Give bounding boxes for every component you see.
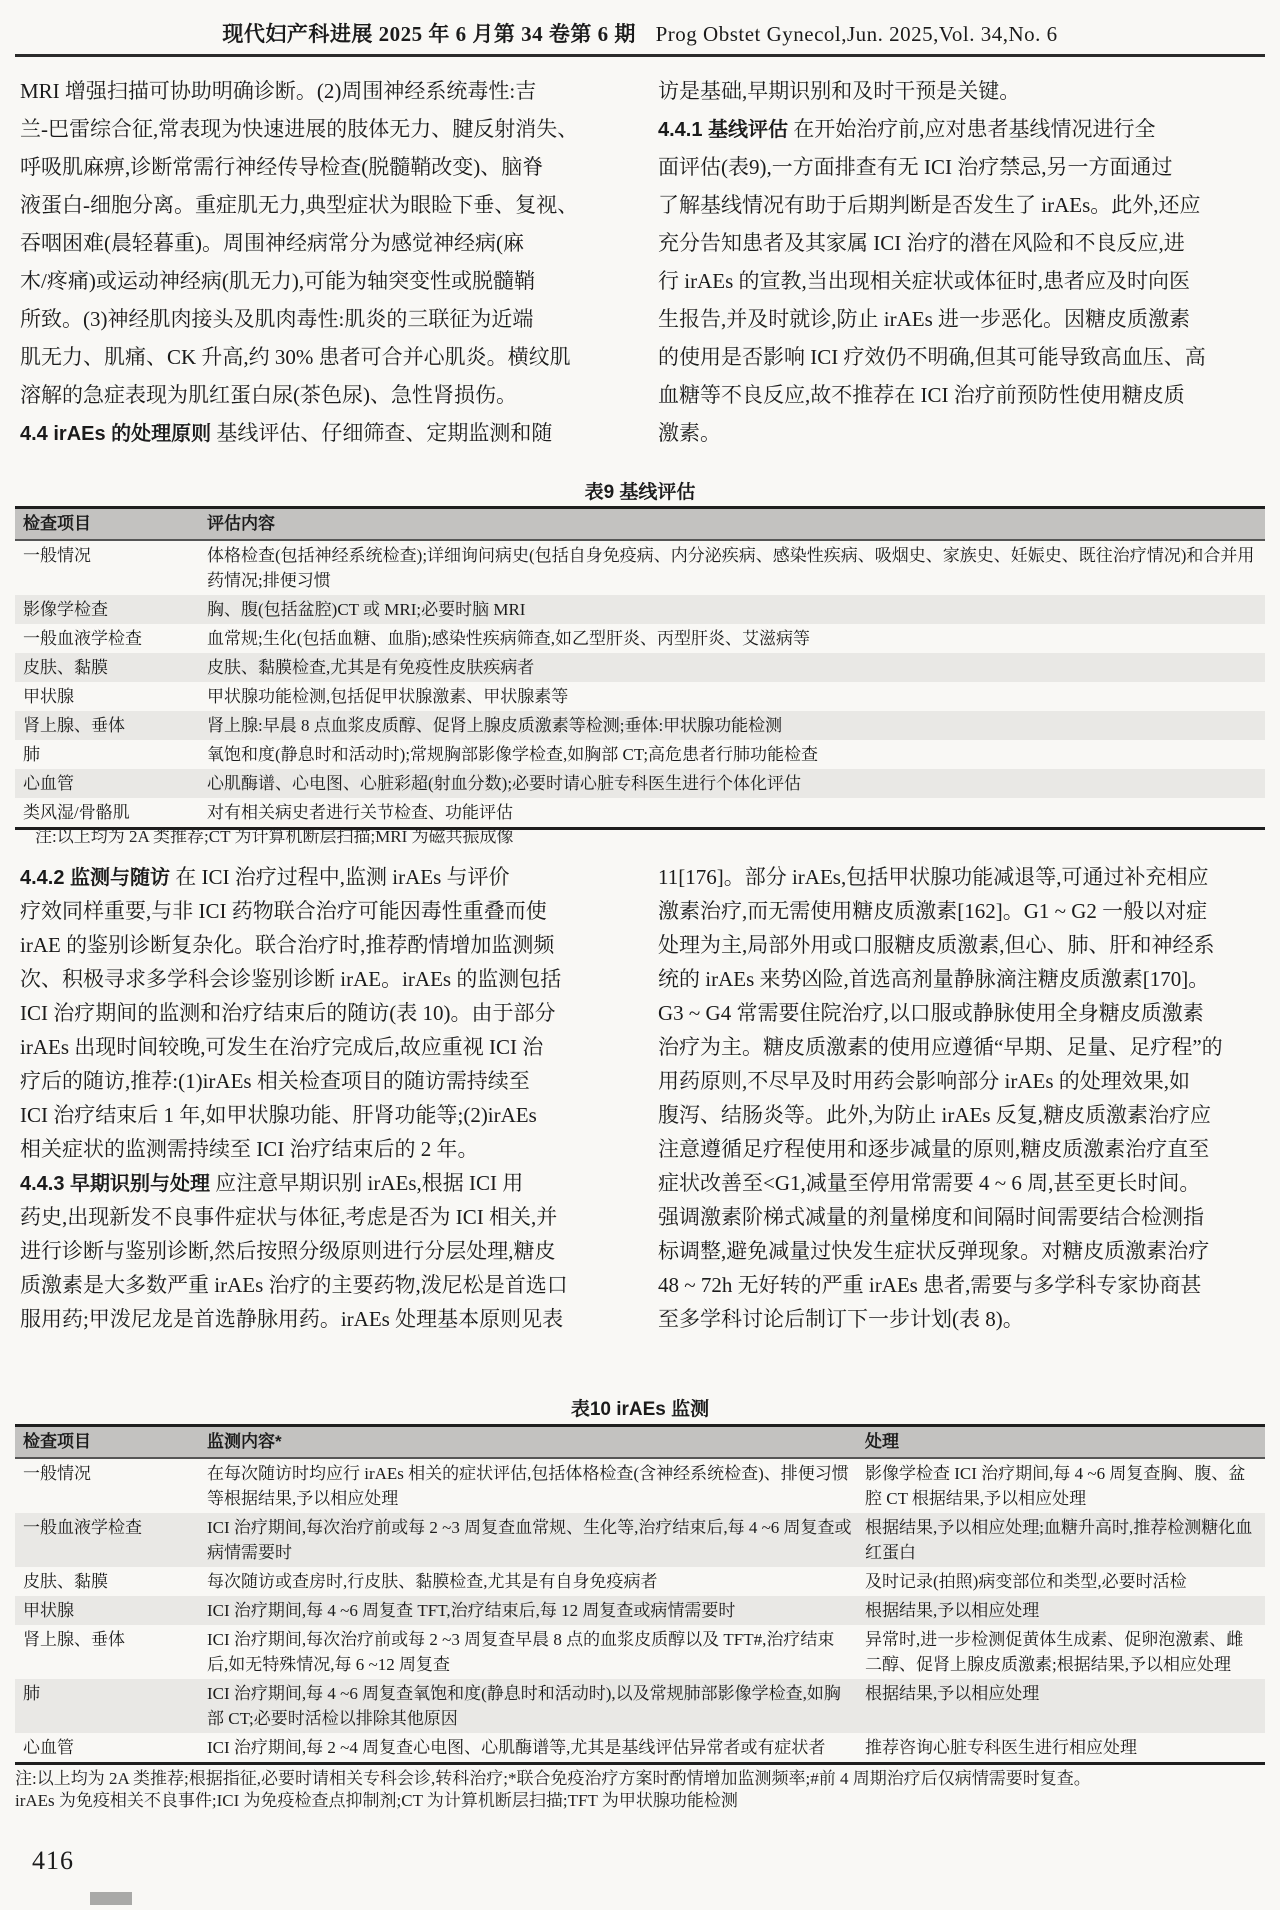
text-line: 的使用是否影响 ICI 疗效仍不明确,但其可能导致高血压、高 xyxy=(658,345,1206,369)
note-line: irAEs 为免疫相关不良事件;ICI 为免疫检查点抑制剂;CT 为计算机断层扫描;TFT 为甲状腺功能检测 xyxy=(15,1791,738,1810)
text-line: 呼吸肌麻痹,诊断常需行神经传导检查(脱髓鞘改变)、脑脊 xyxy=(20,155,544,179)
cell-content: 心肌酶谱、心电图、心脏彩超(射血分数);必要时请心脏专科医生进行个体化评估 xyxy=(207,774,802,793)
cell-monitor: ICI 治疗期间,每次治疗前或每 2 ~3 周复查血常规、生化等,治疗结束后,每 4 ~6 周复查或病情需要时 xyxy=(207,1518,852,1562)
col-header-item: 检查项目 xyxy=(15,1426,207,1459)
cell-item: 肾上腺、垂体 xyxy=(23,1630,125,1649)
header-rule xyxy=(15,54,1265,57)
text-line: 注意遵循足疗程使用和逐步减量的原则,糖皮质激素治疗直至 xyxy=(658,1137,1210,1161)
text-line: 所致。(3)神经肌肉接头及肌肉毒性:肌炎的三联征为近端 xyxy=(20,307,534,331)
journal-title-cn: 现代妇产科进展 2025 年 6 月第 34 卷第 6 期 xyxy=(222,22,636,46)
cell-content: 皮肤、黏膜检查,尤其是有免疫性皮肤疾病者 xyxy=(207,658,535,677)
text-line: 激素治疗,而无需使用糖皮质激素[162]。G1 ~ G2 一般以对症 xyxy=(658,899,1208,923)
table-header-row xyxy=(15,508,1265,541)
text-line: 统的 irAEs 来势凶险,首选高剂量静脉滴注糖皮质激素[170]。 xyxy=(658,967,1210,991)
text-line: 激素。 xyxy=(658,421,721,445)
text-line: 次、积极寻求多学科会诊鉴别诊断 irAE。irAEs 的监测包括 xyxy=(20,967,562,991)
text-line: 服用药;甲泼尼龙是首选静脉用药。irAEs 处理基本原则见表 xyxy=(20,1307,564,1331)
table10-notes xyxy=(15,1768,1265,1812)
table-row xyxy=(15,1733,1265,1764)
cell-item: 肾上腺、垂体 xyxy=(23,716,125,735)
table-header-row xyxy=(15,1426,1265,1459)
cell-item: 皮肤、黏膜 xyxy=(23,1572,108,1591)
text-line: 用药原则,不尽早及时用药会影响部分 irAEs 的处理效果,如 xyxy=(658,1069,1190,1093)
cell-handle: 推荐咨询心脏专科医生进行相应处理 xyxy=(865,1738,1137,1757)
cell-item: 一般血液学检查 xyxy=(23,1518,142,1537)
text-line: 溶解的急症表现为肌红蛋白尿(茶色尿)、急性肾损伤。 xyxy=(20,383,517,407)
cell-item: 一般血液学检查 xyxy=(23,629,142,648)
text-line: 11[176]。部分 irAEs,包括甲状腺功能减退等,可通过补充相应 xyxy=(658,865,1209,889)
text-line: 症状改善至<G1,减量至停用常需要 4 ~ 6 周,甚至更长时间。 xyxy=(658,1171,1201,1195)
text-line: 液蛋白-细胞分离。重症肌无力,典型症状为眼睑下垂、复视、 xyxy=(20,193,579,217)
cell-handle: 根据结果,予以相应处理;血糖升高时,推荐检测糖化血红蛋白 xyxy=(865,1518,1253,1562)
table-row xyxy=(15,711,1265,740)
text-line: 了解基线情况有助于后期判断是否发生了 irAEs。此外,还应 xyxy=(658,193,1201,217)
cell-content: 胸、腹(包括盆腔)CT 或 MRI;必要时脑 MRI xyxy=(207,600,526,619)
table10-title: 表10 irAEs 监测 xyxy=(570,1399,710,1420)
col-header-handle: 处理 xyxy=(865,1426,1265,1459)
text-line: 肌无力、肌痛、CK 升高,约 30% 患者可合并心肌炎。横纹肌 xyxy=(20,345,571,369)
table9-note: 注:以上均为 2A 类推荐;CT 为计算机断层扫描;MRI 为磁共振成像 xyxy=(35,827,514,846)
text-line: 4.4.3 早期识别与处理 应注意早期识别 irAEs,根据 ICI 用 xyxy=(20,1171,524,1195)
text-line: 访是基础,早期识别和及时干预是关键。 xyxy=(658,79,1021,103)
text-line: 4.4 irAEs 的处理原则 基线评估、仔细筛查、定期监测和随 xyxy=(20,421,553,445)
cell-item: 肺 xyxy=(23,745,40,764)
text-line: 相关症状的监测需持续至 ICI 治疗结束后的 2 年。 xyxy=(20,1137,479,1161)
cell-content: 甲状腺功能检测,包括促甲状腺激素、甲状腺素等 xyxy=(207,687,569,706)
cell-handle: 影像学检查 ICI 治疗期间,每 4 ~6 周复查胸、腹、盆腔 CT 根据结果,予以相应处理 xyxy=(865,1464,1246,1508)
table-row xyxy=(15,1567,1265,1596)
table-row xyxy=(15,540,1265,595)
table-row xyxy=(15,595,1265,624)
text-line: 腹泻、结肠炎等。此外,为防止 irAEs 反复,糖皮质激素治疗应 xyxy=(658,1103,1211,1127)
text-line: 48 ~ 72h 无好转的严重 irAEs 患者,需要与多学科专家协商甚 xyxy=(658,1273,1202,1297)
table-row xyxy=(15,1625,1265,1679)
cell-content: 氧饱和度(静息时和活动时);常规胸部影像学检查,如胸部 CT;高危患者行肺功能检查 xyxy=(207,745,819,764)
table-row xyxy=(15,1513,1265,1567)
table9-header xyxy=(15,508,1265,541)
cell-item: 皮肤、黏膜 xyxy=(23,658,108,677)
text-line: 处理为主,局部外用或口服糖皮质激素,但心、肺、肝和神经系 xyxy=(658,933,1215,957)
table-row xyxy=(15,769,1265,798)
text-line: 治疗为主。糖皮质激素的使用应遵循“早期、足量、足疗程”的 xyxy=(658,1035,1223,1059)
text-line: 兰-巴雷综合征,常表现为快速进展的肢体无力、腱反射消失、 xyxy=(20,117,579,141)
cell-content: 血常规;生化(包括血糖、血脂);感染性疾病筛查,如乙型肝炎、丙型肝炎、艾滋病等 xyxy=(207,629,811,648)
cell-monitor: ICI 治疗期间,每 4 ~6 周复查 TFT,治疗结束后,每 12 周复查或病情需要时 xyxy=(207,1601,736,1620)
cell-handle: 根据结果,予以相应处理 xyxy=(865,1601,1040,1620)
table-row xyxy=(15,682,1265,711)
cell-item: 类风湿/骨骼肌 xyxy=(23,803,130,822)
text-line: 充分告知患者及其家属 ICI 治疗的潜在风险和不良反应,进 xyxy=(658,231,1185,255)
text-line: 至多学科讨论后制订下一步计划(表 8)。 xyxy=(658,1307,1024,1331)
table-row xyxy=(15,1458,1265,1513)
text-line: irAE 的鉴别诊断复杂化。联合治疗时,推荐酌情增加监测频 xyxy=(20,933,555,957)
table10-header xyxy=(15,1426,1265,1459)
table-row xyxy=(15,1679,1265,1733)
page-number: 416 xyxy=(32,1846,74,1875)
cell-monitor: ICI 治疗期间,每 2 ~4 周复查心电图、心肌酶谱等,尤其是基线评估异常者或有症状者 xyxy=(207,1738,826,1757)
text-line: MRI 增强扫描可协助明确诊断。(2)周围神经系统毒性:吉 xyxy=(20,79,537,103)
cell-handle: 异常时,进一步检测促黄体生成素、促卵泡激素、雌二醇、促肾上腺皮质激素;根据结果,予以相应处理 xyxy=(865,1630,1244,1674)
text-line: 面评估(表9),一方面排查有无 ICI 治疗禁忌,另一方面通过 xyxy=(658,155,1173,179)
table-row xyxy=(15,1596,1265,1625)
cell-monitor: 在每次随访时均应行 irAEs 相关的症状评估,包括体格检查(含神经系统检查)、排便习惯等根据结果,予以相应处理 xyxy=(207,1464,849,1508)
text-line: 标调整,避免减量过快发生症状反弹现象。对糖皮质激素治疗 xyxy=(658,1239,1210,1263)
table-row xyxy=(15,740,1265,769)
cell-item: 一般情况 xyxy=(23,546,91,565)
note-line: 注:以上均为 2A 类推荐;根据指征,必要时请相关专科会诊,转科治疗;*联合免疫治疗方案时酌情增加监测频率;#前 4 周期治疗后仅病情需要时复查。 xyxy=(15,1769,1091,1788)
cell-handle: 根据结果,予以相应处理 xyxy=(865,1684,1040,1703)
text-line: 血糖等不良反应,故不推荐在 ICI 治疗前预防性使用糖皮质 xyxy=(658,383,1185,407)
column-left-bottom xyxy=(20,860,620,1336)
table9 xyxy=(15,506,1265,830)
cell-content: 对有相关病史者进行关节检查、功能评估 xyxy=(207,803,513,822)
col-header-item: 检查项目 xyxy=(15,508,207,541)
cell-monitor: ICI 治疗期间,每 4 ~6 周复查氧饱和度(静息时和活动时),以及常规肺部影像学检查,如胸部 CT;必要时活检以排除其他原因 xyxy=(207,1684,841,1728)
cell-content: 肾上腺:早晨 8 点血浆皮质醇、促肾上腺皮质激素等检测;垂体:甲状腺功能检测 xyxy=(207,716,783,735)
text-line: 木/疼痛)或运动神经病(肌无力),可能为轴突变性或脱髓鞘 xyxy=(20,269,536,293)
text-line: G3 ~ G4 常需要住院治疗,以口服或静脉使用全身糖皮质激素 xyxy=(658,1001,1204,1025)
text-line: 4.4.2 监测与随访 在 ICI 治疗过程中,监测 irAEs 与评价 xyxy=(20,865,510,889)
text-line: 药史,出现新发不良事件症状与体征,考虑是否为 ICI 相关,并 xyxy=(20,1205,558,1229)
cell-item: 甲状腺 xyxy=(23,1601,74,1620)
cell-item: 心血管 xyxy=(23,774,74,793)
text-line: 进行诊断与鉴别诊断,然后按照分级原则进行分层处理,糖皮 xyxy=(20,1239,556,1263)
cell-handle: 及时记录(拍照)病变部位和类型,必要时活检 xyxy=(865,1572,1187,1591)
text-line: 质激素是大多数严重 irAEs 治疗的主要药物,泼尼松是首选口 xyxy=(20,1273,568,1297)
table-row xyxy=(15,653,1265,682)
table9-body xyxy=(15,540,1265,829)
cell-item: 心血管 xyxy=(23,1738,74,1757)
cell-content: 体格检查(包括神经系统检查);详细询问病史(包括自身免疫病、内分泌疾病、感染性疾病、吸烟史、家族史、妊娠史、既往治疗情况)和合并用药情况;排便习惯 xyxy=(207,546,1255,590)
cell-item: 甲状腺 xyxy=(23,687,74,706)
text-line: ICI 治疗结束后 1 年,如甲状腺功能、肝肾功能等;(2)irAEs xyxy=(20,1103,537,1127)
column-right-top xyxy=(658,72,1262,452)
text-line: 行 irAEs 的宣教,当出现相关症状或体征时,患者应及时向医 xyxy=(658,269,1190,293)
cell-item: 影像学检查 xyxy=(23,600,108,619)
table-row xyxy=(15,798,1265,829)
journal-title-en: Prog Obstet Gynecol,Jun. 2025,Vol. 34,No. 6 xyxy=(655,22,1058,46)
scan-artifact xyxy=(90,1892,132,1905)
text-line: 生报告,并及时就诊,防止 irAEs 进一步恶化。因糖皮质激素 xyxy=(658,307,1190,331)
text-line: 疗后的随访,推荐:(1)irAEs 相关检查项目的随访需持续至 xyxy=(20,1069,530,1093)
cell-monitor: ICI 治疗期间,每次治疗前或每 2 ~3 周复查早晨 8 点的血浆皮质醇以及 TFT#,治疗结束后,如无特殊情况,每 6 ~12 周复查 xyxy=(207,1630,835,1674)
column-right-bottom xyxy=(658,860,1262,1336)
cell-item: 一般情况 xyxy=(23,1464,91,1483)
col-header-content: 评估内容 xyxy=(207,508,1265,541)
text-line: 4.4.1 基线评估 在开始治疗前,应对患者基线情况进行全 xyxy=(658,117,1156,141)
table-row xyxy=(15,624,1265,653)
cell-monitor: 每次随访或查房时,行皮肤、黏膜检查,尤其是有自身免疫病者 xyxy=(207,1572,658,1591)
text-line: 强调激素阶梯式减量的剂量梯度和间隔时间需要结合检测指 xyxy=(658,1205,1204,1229)
running-head xyxy=(0,18,1280,48)
table10 xyxy=(15,1424,1265,1765)
text-line: 疗效同样重要,与非 ICI 药物联合治疗可能因毒性重叠而使 xyxy=(20,899,547,923)
table9-title: 表9 基线评估 xyxy=(584,482,696,503)
text-line: ICI 治疗期间的监测和治疗结束后的随访(表 10)。由于部分 xyxy=(20,1001,556,1025)
text-line: 吞咽困难(晨轻暮重)。周围神经病常分为感觉神经病(麻 xyxy=(20,231,524,255)
column-left-top xyxy=(20,72,620,452)
cell-item: 肺 xyxy=(23,1684,40,1703)
col-header-monitor: 监测内容* xyxy=(207,1426,865,1459)
table10-body xyxy=(15,1458,1265,1764)
text-line: irAEs 出现时间较晚,可发生在治疗完成后,故应重视 ICI 治 xyxy=(20,1035,544,1059)
